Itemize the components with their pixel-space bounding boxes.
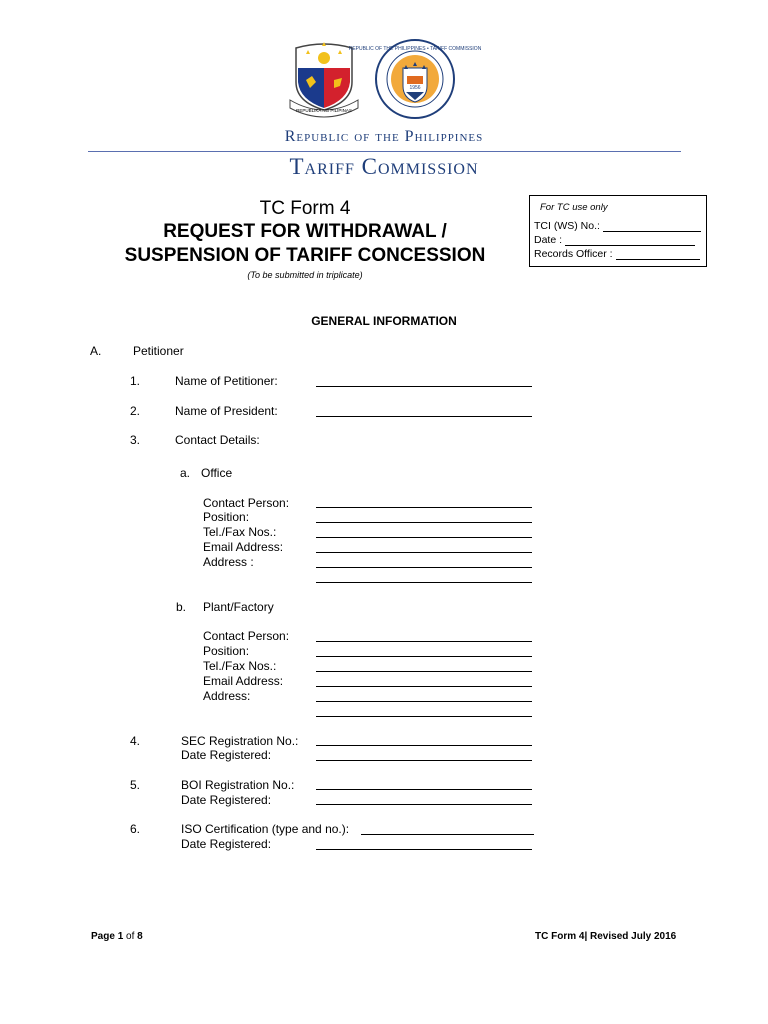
tc-box-heading: For TC use only <box>540 202 608 213</box>
page-total: 8 <box>137 931 143 942</box>
iso-certification-field[interactable] <box>361 834 534 835</box>
page-indicator <box>91 931 143 942</box>
plant-mark: b. <box>176 600 187 614</box>
records-officer-label: Records Officer : <box>534 248 613 260</box>
office-email-label: Email Address: <box>203 540 284 554</box>
plant-position-field[interactable] <box>316 656 532 657</box>
office-position-label: Position: <box>203 510 250 524</box>
iso-certification-label: ISO Certification (type and no.): <box>181 822 350 836</box>
item-3-number: 3. <box>130 433 141 447</box>
date-row <box>534 234 695 246</box>
tc-use-only-box <box>529 195 707 267</box>
plant-address-field-1[interactable] <box>316 701 532 702</box>
office-tel-label: Tel./Fax Nos.: <box>203 525 277 539</box>
plant-contact-label: Contact Person: <box>203 629 290 643</box>
name-of-petitioner-field[interactable] <box>316 386 532 387</box>
tci-number-field[interactable] <box>603 221 701 232</box>
header-divider <box>88 151 681 152</box>
boi-registration-field[interactable] <box>316 789 532 790</box>
office-address-field-2[interactable] <box>316 582 532 583</box>
boi-date-field[interactable] <box>316 804 532 805</box>
office-address-label: Address : <box>203 555 254 569</box>
section-a-letter: A. <box>90 344 102 358</box>
name-of-president-field[interactable] <box>316 416 532 417</box>
item-5-number: 5. <box>130 778 141 792</box>
office-contact-label: Contact Person: <box>203 496 290 510</box>
seal-ph-text: REPUBLIKA NG PILIPINAS <box>296 108 352 113</box>
records-officer-row <box>534 248 700 260</box>
section-a-label: Petitioner <box>133 344 184 358</box>
plant-tel-label: Tel./Fax Nos.: <box>203 659 277 673</box>
plant-address-field-2[interactable] <box>316 716 532 717</box>
office-mark: a. <box>180 466 191 480</box>
plant-tel-field[interactable] <box>316 671 532 672</box>
plant-label: Plant/Factory <box>203 600 274 614</box>
iso-date-field[interactable] <box>316 849 532 850</box>
date-field[interactable] <box>565 235 695 246</box>
seal-tc-ring-text: REPUBLIC OF THE PHILIPPINES • TARIFF COMMISSION <box>348 46 482 52</box>
item-4-number: 4. <box>130 734 141 748</box>
section-heading: GENERAL INFORMATION <box>311 314 457 328</box>
tci-number-row <box>534 220 701 232</box>
revision-note: TC Form 4| Revised July 2016 <box>535 931 677 942</box>
item-3-label: Contact Details: <box>175 433 260 447</box>
plant-email-field[interactable] <box>316 686 532 687</box>
item-1-number: 1. <box>130 374 141 388</box>
seal-tc-inner-text: 1956 <box>409 85 421 91</box>
form-number: TC Form 4 <box>259 198 351 219</box>
republic-heading: Republic of the Philippines <box>284 128 484 145</box>
page-prefix: Page <box>91 931 115 942</box>
office-contact-field[interactable] <box>316 507 532 508</box>
date-label: Date : <box>534 234 563 246</box>
page-number: 1 <box>117 931 124 942</box>
sec-date-field[interactable] <box>316 760 532 761</box>
tariff-commission-seal-logo <box>348 38 482 120</box>
submission-note: (To be submitted in triplicate) <box>247 270 363 280</box>
plant-email-label: Email Address: <box>203 674 284 688</box>
item-2-number: 2. <box>130 404 141 418</box>
plant-address-label: Address: <box>203 689 251 703</box>
sec-registration-field[interactable] <box>316 745 532 746</box>
form-title-line-2: SUSPENSION OF TARIFF CONCESSION <box>124 245 486 266</box>
boi-registration-label: BOI Registration No.: <box>181 778 295 792</box>
records-officer-field[interactable] <box>616 249 700 260</box>
item-1-label: Name of Petitioner: <box>175 374 278 388</box>
sec-registration-label: SEC Registration No.: <box>181 734 299 748</box>
page-of: of <box>126 931 135 942</box>
office-label: Office <box>201 466 233 480</box>
office-position-field[interactable] <box>316 522 532 523</box>
office-email-field[interactable] <box>316 552 532 553</box>
sec-date-label: Date Registered: <box>181 748 272 762</box>
tci-number-label: TCI (WS) No.: <box>534 220 600 232</box>
office-tel-field[interactable] <box>316 537 532 538</box>
office-address-field-1[interactable] <box>316 567 532 568</box>
plant-contact-field[interactable] <box>316 641 532 642</box>
iso-date-label: Date Registered: <box>181 837 272 851</box>
agency-heading: Tariff Commission <box>289 154 479 179</box>
plant-position-label: Position: <box>203 644 250 658</box>
item-6-number: 6. <box>130 822 141 836</box>
form-title-line-1: REQUEST FOR WITHDRAWAL / <box>163 221 447 242</box>
boi-date-label: Date Registered: <box>181 793 272 807</box>
item-2-label: Name of President: <box>175 404 278 418</box>
